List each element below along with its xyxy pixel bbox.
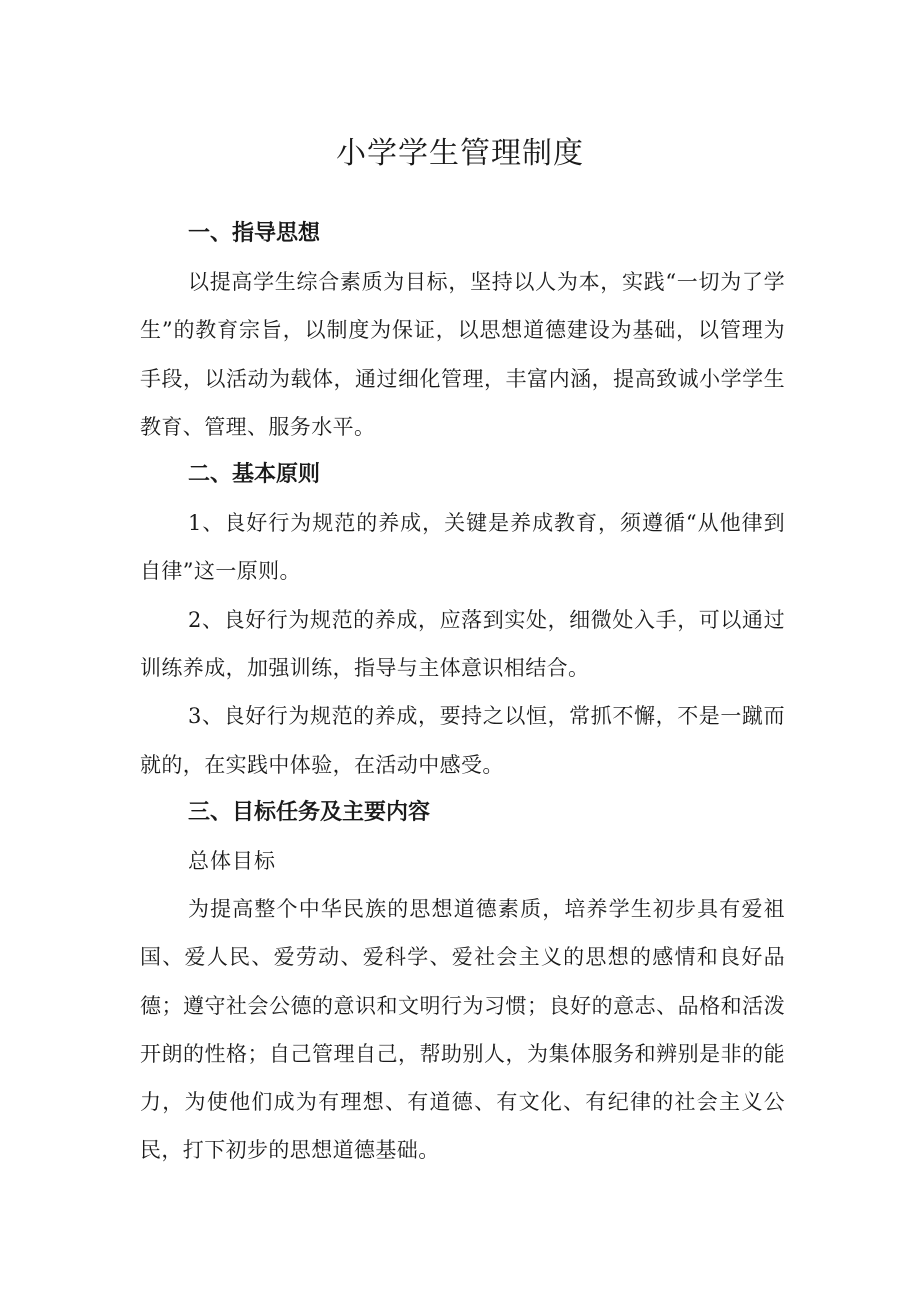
paragraph: 2、良好行为规范的养成，应落到实处，细微处入手，可以通过训练养成，加强训练，指导与主体意识相结合。: [140, 607, 785, 681]
document-title: 小学学生管理制度: [336, 136, 584, 171]
section-goals-tasks: [140, 789, 785, 1175]
section-basic-principles: [140, 451, 785, 789]
section-heading: 二、基本原则: [188, 462, 321, 488]
paragraph: 3、良好行为规范的养成，要持之以恒，常抓不懈，不是一蹴而就的，在实践中体验，在活动中感受。: [140, 704, 785, 777]
section-heading: 一、指导思想: [188, 221, 321, 246]
section-heading: 三、目标任务及主要内容: [188, 799, 431, 825]
paragraph: 1、良好行为规范的养成，关键是养成教育，须遵循“从他律到自律”这一原则。: [140, 511, 785, 584]
document-body: [140, 210, 785, 1175]
subheading: 总体目标: [188, 848, 276, 873]
paragraph: 以提高学生综合素质为目标，坚持以人为本，实践“一切为了学生”的教育宗旨，以制度为保证，以思想道德建设为基础，以管理为手段，以活动为载体，通过细化管理，丰富内涵，提高致诚小学学生教育、管理、服务水平。: [140, 270, 785, 439]
section-guiding-ideology: [140, 210, 785, 451]
paragraph: 为提高整个中华民族的思想道德素质，培养学生初步具有爱祖国、爱人民、爱劳动、爱科学、爱社会主义的思想的感情和良好品德；遵守社会公德的意识和文明行为习惯；良好的意志、品格和活泼开朗的性格；自己管理自己，帮助别人，为集体服务和辨别是非的能力，为使他们成为有理想、有道德、有文化、有纪律的社会主义公民，打下初步的思想道德基础。: [140, 896, 785, 1163]
